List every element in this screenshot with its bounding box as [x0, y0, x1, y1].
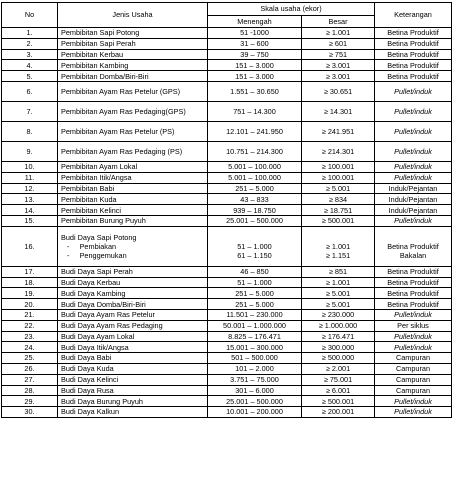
- cell-keterangan: Induk/Pejantan: [375, 194, 452, 205]
- cell-keterangan: Pullet/induk: [375, 396, 452, 407]
- cell-menengah: 751 – 14.300: [208, 101, 302, 121]
- row16-besar-2: ≥ 1.151: [325, 250, 351, 260]
- table-row: [2, 194, 452, 205]
- cell-no: 17.: [2, 266, 58, 277]
- cell-besar: [302, 226, 375, 266]
- cell-jenis: Pembibitan Burung Puyuh: [58, 215, 208, 226]
- cell-jenis: Pembibitan Sapi Perah: [58, 38, 208, 49]
- table-row: [2, 374, 452, 385]
- cell-no: 29.: [2, 396, 58, 407]
- cell-keterangan: Pullet/induk: [375, 161, 452, 172]
- header-skala-usaha: Skala usaha (ekor): [208, 3, 375, 16]
- cell-keterangan: [375, 226, 452, 266]
- row16-sub-pembiakan: - Pembiakan: [67, 241, 117, 251]
- table-row: [2, 277, 452, 288]
- cell-keterangan: Pullet/induk: [375, 215, 452, 226]
- cell-no: 13.: [2, 194, 58, 205]
- cell-menengah: 25.001 – 500.000: [208, 215, 302, 226]
- table-row: [2, 309, 452, 320]
- cell-no: 27.: [2, 374, 58, 385]
- cell-keterangan: Betina Produktif: [375, 28, 452, 39]
- cell-no: 7.: [2, 101, 58, 121]
- cell-jenis: Pembibitan Domba/Biri-Biri: [58, 71, 208, 82]
- cell-jenis: Pembibitan Itik/Angsa: [58, 172, 208, 183]
- table-row: [2, 121, 452, 141]
- header-keterangan: Keterangan: [375, 3, 452, 28]
- cell-menengah: 251 – 5.000: [208, 183, 302, 194]
- cell-besar: ≥ 176.471: [302, 331, 375, 342]
- row16-menengah-1: 51 – 1.000: [237, 241, 272, 251]
- cell-no: 22.: [2, 320, 58, 331]
- cell-menengah: 46 – 850: [208, 266, 302, 277]
- cell-keterangan: Campuran: [375, 385, 452, 396]
- cell-menengah: 101 – 2.000: [208, 363, 302, 374]
- cell-jenis: Pembibitan Ayam Lokal: [58, 161, 208, 172]
- cell-no: 18.: [2, 277, 58, 288]
- table-row: [2, 60, 452, 71]
- cell-menengah: 15.001 – 300.000: [208, 342, 302, 353]
- cell-jenis: Budi Daya Kambing: [58, 288, 208, 299]
- cell-keterangan: Campuran: [375, 353, 452, 364]
- table-row: [2, 353, 452, 364]
- table-row: [2, 49, 452, 60]
- cell-keterangan: Campuran: [375, 363, 452, 374]
- table-row: [2, 288, 452, 299]
- cell-besar: ≥ 3.001: [302, 71, 375, 82]
- cell-keterangan: Induk/Pejantan: [375, 183, 452, 194]
- cell-jenis: Budi Daya Kerbau: [58, 277, 208, 288]
- cell-keterangan: Pullet/induk: [375, 81, 452, 101]
- cell-no: 1.: [2, 28, 58, 39]
- cell-keterangan: Betina Produktif: [375, 71, 452, 82]
- cell-keterangan: Betina Produktif: [375, 299, 452, 310]
- row16-ket-1: Betina Produktif: [387, 241, 439, 251]
- table-row: [2, 299, 452, 310]
- row16-besar-1: ≥ 1.001: [325, 241, 351, 251]
- cell-besar: ≥ 100.001: [302, 172, 375, 183]
- cell-besar: ≥ 851: [302, 266, 375, 277]
- cell-besar: ≥ 751: [302, 49, 375, 60]
- cell-besar: ≥ 500.001: [302, 396, 375, 407]
- table-row: [2, 331, 452, 342]
- header-jenis-usaha: Jenis Usaha: [58, 3, 208, 28]
- cell-no: 12.: [2, 183, 58, 194]
- cell-jenis: Budi Daya Kalkun: [58, 407, 208, 418]
- header-besar: Besar: [302, 16, 375, 28]
- row16-ket-2: Bakalan: [399, 250, 427, 260]
- cell-keterangan: Pullet/induk: [375, 141, 452, 161]
- row16-sub-penggemukan: - Penggemukan: [67, 250, 127, 260]
- cell-keterangan: Betina Produktif: [375, 266, 452, 277]
- table-row: [2, 226, 452, 266]
- table-body-budidaya: [2, 266, 452, 417]
- cell-besar: ≥ 5.001: [302, 299, 375, 310]
- cell-besar: ≥ 6.001: [302, 385, 375, 396]
- cell-jenis: Budi Daya Rusa: [58, 385, 208, 396]
- cell-no: 20.: [2, 299, 58, 310]
- cell-besar: ≥ 500.000: [302, 353, 375, 364]
- cell-keterangan: Campuran: [375, 374, 452, 385]
- cell-jenis: Budi Daya Ayam Lokal: [58, 331, 208, 342]
- cell-no: 24.: [2, 342, 58, 353]
- cell-no: 14.: [2, 205, 58, 216]
- cell-jenis: Budi Daya Sapi Perah: [58, 266, 208, 277]
- cell-no: 28.: [2, 385, 58, 396]
- cell-besar: ≥ 834: [302, 194, 375, 205]
- cell-no: 6.: [2, 81, 58, 101]
- cell-keterangan: Per siklus: [375, 320, 452, 331]
- cell-besar: ≥ 1.001: [302, 277, 375, 288]
- cell-menengah: 12.101 – 241.950: [208, 121, 302, 141]
- cell-no: 4.: [2, 60, 58, 71]
- table-row: [2, 28, 452, 39]
- cell-jenis: Pembibitan Ayam Ras Petelur (PS): [58, 121, 208, 141]
- cell-jenis: Pembibitan Kambing: [58, 60, 208, 71]
- cell-no: 30.: [2, 407, 58, 418]
- cell-no: 26.: [2, 363, 58, 374]
- table-body-row16: [2, 226, 452, 266]
- table-body-pembibitan: [2, 28, 452, 227]
- cell-no: 21.: [2, 309, 58, 320]
- cell-no: 19.: [2, 288, 58, 299]
- cell-besar: ≥ 5.001: [302, 183, 375, 194]
- table-row: [2, 342, 452, 353]
- row16-title: Budi Daya Sapi Potong: [61, 232, 137, 242]
- cell-keterangan: Pullet/induk: [375, 407, 452, 418]
- cell-menengah: 51 – 1.000: [208, 277, 302, 288]
- cell-no: 2.: [2, 38, 58, 49]
- cell-jenis: Budi Daya Babi: [58, 353, 208, 364]
- cell-besar: ≥ 1.000.000: [302, 320, 375, 331]
- cell-menengah: 939 – 18.750: [208, 205, 302, 216]
- cell-keterangan: Pullet/induk: [375, 342, 452, 353]
- cell-jenis: Pembibitan Babi: [58, 183, 208, 194]
- cell-keterangan: Pullet/induk: [375, 172, 452, 183]
- cell-keterangan: Pullet/induk: [375, 331, 452, 342]
- cell-besar: ≥ 5.001: [302, 288, 375, 299]
- table-row: [2, 172, 452, 183]
- cell-jenis: Budi Daya Burung Puyuh: [58, 396, 208, 407]
- table-row: [2, 363, 452, 374]
- table-row: [2, 215, 452, 226]
- cell-jenis: Budi Daya Ayam Ras Pedaging: [58, 320, 208, 331]
- cell-no: 5.: [2, 71, 58, 82]
- cell-besar: ≥ 14.301: [302, 101, 375, 121]
- cell-besar: ≥ 241.951: [302, 121, 375, 141]
- cell-keterangan: Betina Produktif: [375, 288, 452, 299]
- cell-besar: ≥ 500.001: [302, 215, 375, 226]
- cell-keterangan: Betina Produktif: [375, 38, 452, 49]
- table-row: [2, 205, 452, 216]
- cell-keterangan: Betina Produktif: [375, 277, 452, 288]
- cell-besar: ≥ 230.000: [302, 309, 375, 320]
- cell-besar: ≥ 75.001: [302, 374, 375, 385]
- cell-menengah: 39 – 750: [208, 49, 302, 60]
- cell-menengah: 31 – 600: [208, 38, 302, 49]
- cell-menengah: 10.751 – 214.300: [208, 141, 302, 161]
- table-row: [2, 71, 452, 82]
- cell-menengah: 3.751 – 75.000: [208, 374, 302, 385]
- cell-besar: ≥ 2.001: [302, 363, 375, 374]
- cell-jenis: Budi Daya Kuda: [58, 363, 208, 374]
- cell-menengah: 25.001 – 500.000: [208, 396, 302, 407]
- cell-menengah: 1.551 – 30.650: [208, 81, 302, 101]
- table-row: [2, 320, 452, 331]
- cell-jenis: Pembibitan Ayam Ras Petelur (GPS): [58, 81, 208, 101]
- table-row: [2, 101, 452, 121]
- cell-menengah: 50.001 – 1.000.000: [208, 320, 302, 331]
- cell-menengah: 251 – 5.000: [208, 288, 302, 299]
- header-menengah: Menengah: [208, 16, 302, 28]
- cell-menengah: 11.501 – 230.000: [208, 309, 302, 320]
- table-row: [2, 141, 452, 161]
- cell-menengah: 43 – 833: [208, 194, 302, 205]
- cell-menengah: 151 – 3.000: [208, 60, 302, 71]
- cell-no: 11.: [2, 172, 58, 183]
- cell-jenis: Pembibitan Kuda: [58, 194, 208, 205]
- row16-menengah-2: 61 – 1.150: [237, 250, 272, 260]
- cell-no: 16.: [2, 226, 58, 266]
- table-row: [2, 396, 452, 407]
- cell-menengah: 5.001 – 100.000: [208, 172, 302, 183]
- scale-table: [1, 2, 452, 418]
- cell-keterangan: Betina Produktif: [375, 60, 452, 71]
- cell-menengah: 8.825 – 176.471: [208, 331, 302, 342]
- table-row: [2, 266, 452, 277]
- cell-besar: ≥ 30.651: [302, 81, 375, 101]
- cell-besar: ≥ 300.000: [302, 342, 375, 353]
- cell-jenis: Pembibitan Ayam Ras Pedaging(GPS): [58, 101, 208, 121]
- table-row: [2, 385, 452, 396]
- cell-menengah: 151 – 3.000: [208, 71, 302, 82]
- cell-menengah: 10.001 – 200.000: [208, 407, 302, 418]
- cell-no: 10.: [2, 161, 58, 172]
- cell-no: 23.: [2, 331, 58, 342]
- table-row: [2, 407, 452, 418]
- cell-menengah: 51 -1000: [208, 28, 302, 39]
- cell-jenis: Budi Daya Itik/Angsa: [58, 342, 208, 353]
- cell-keterangan: Betina Produktif: [375, 49, 452, 60]
- cell-keterangan: Induk/Pejantan: [375, 205, 452, 216]
- cell-jenis: Pembibitan Kerbau: [58, 49, 208, 60]
- cell-menengah: 251 – 5.000: [208, 299, 302, 310]
- cell-besar: ≥ 3.001: [302, 60, 375, 71]
- cell-besar: ≥ 200.001: [302, 407, 375, 418]
- cell-no: 25.: [2, 353, 58, 364]
- cell-besar: ≥ 214.301: [302, 141, 375, 161]
- cell-besar: ≥ 18.751: [302, 205, 375, 216]
- table-row: [2, 38, 452, 49]
- table-row: [2, 183, 452, 194]
- cell-jenis: Pembibitan Sapi Potong: [58, 28, 208, 39]
- cell-no: 15.: [2, 215, 58, 226]
- cell-keterangan: Pullet/induk: [375, 121, 452, 141]
- cell-jenis: Pembibitan Ayam Ras Pedaging (PS): [58, 141, 208, 161]
- cell-besar: ≥ 601: [302, 38, 375, 49]
- cell-besar: ≥ 1.001: [302, 28, 375, 39]
- cell-keterangan: Pullet/induk: [375, 101, 452, 121]
- cell-no: 3.: [2, 49, 58, 60]
- cell-menengah: [208, 226, 302, 266]
- cell-jenis: Budi Daya Kelinci: [58, 374, 208, 385]
- cell-jenis: Budi Daya Ayam Ras Petelur: [58, 309, 208, 320]
- table-row: [2, 81, 452, 101]
- cell-menengah: 5.001 – 100.000: [208, 161, 302, 172]
- cell-jenis: Pembibitan Kelinci: [58, 205, 208, 216]
- cell-no: 8.: [2, 121, 58, 141]
- table-row: [2, 161, 452, 172]
- cell-keterangan: Pullet/induk: [375, 309, 452, 320]
- cell-menengah: 301 – 6.000: [208, 385, 302, 396]
- cell-menengah: 501 – 500.000: [208, 353, 302, 364]
- cell-jenis: [58, 226, 208, 266]
- header-no: No: [2, 3, 58, 28]
- cell-jenis: Budi Daya Domba/Biri-Biri: [58, 299, 208, 310]
- cell-besar: ≥ 100.001: [302, 161, 375, 172]
- cell-no: 9.: [2, 141, 58, 161]
